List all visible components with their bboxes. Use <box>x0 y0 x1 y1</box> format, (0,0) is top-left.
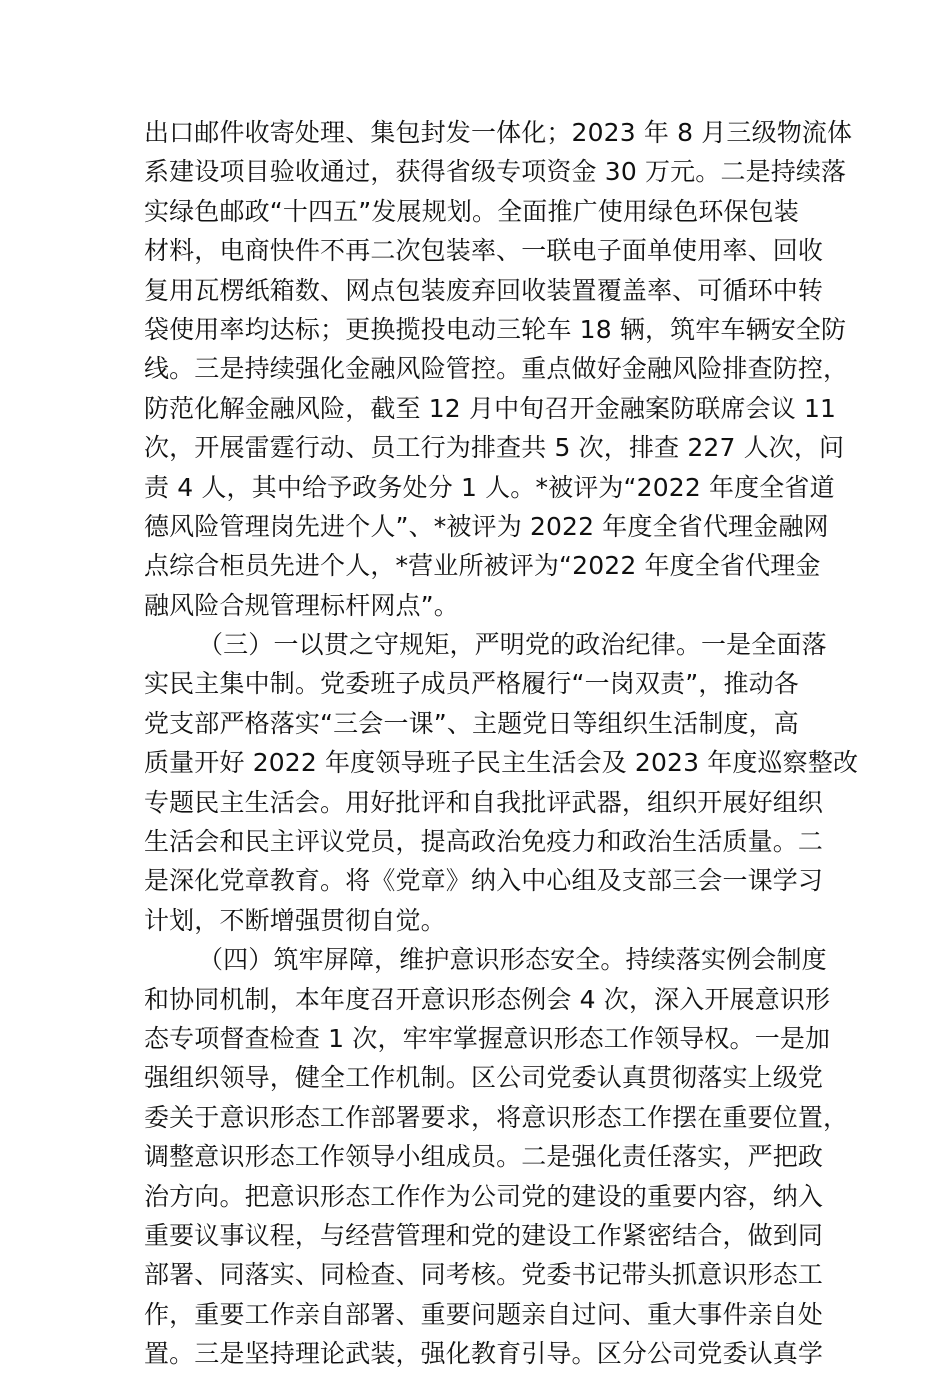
text-line: 重要议事议程，与经营管理和党的建设工作紧密结合，做到同 <box>144 1220 824 1250</box>
text-line: 材料，电商快件不再二次包装率、一联电子面单使用率、回收 <box>144 236 824 266</box>
text-line: 融风险合规管理标杆网点”。 <box>144 590 459 620</box>
text-line: 党支部严格落实“三会一课”、主题党日等组织生活制度，高 <box>144 708 799 738</box>
paragraph-heading-line: （四）筑牢屏障，维护意识形态安全。持续落实例会制度 <box>198 945 827 975</box>
text-line: 线。三是持续强化金融风险管控。重点做好金融风险排查防控， <box>144 354 849 384</box>
text-line: 德风险管理岗先进个人”、*被评为 2022 年度全省代理金融网 <box>144 511 829 541</box>
text-line: 计划，不断增强贯彻自觉。 <box>144 905 446 935</box>
text-line: 责 4 人，其中给予政务处分 1 人。*被评为“2022 年度全省道 <box>144 472 835 502</box>
text-line: 部署、同落实、同检查、同考核。党委书记带头抓意识形态工 <box>144 1260 824 1290</box>
text-line: 调整意识形态工作领导小组成员。二是强化责任落实，严把政 <box>144 1142 824 1172</box>
text-line: 实绿色邮政“十四五”发展规划。全面推广使用绿色环保包装 <box>144 196 799 226</box>
text-line: 防范化解金融风险，截至 12 月中旬召开金融案防联席会议 11 <box>144 393 837 423</box>
text-line: 点综合柜员先进个人，*营业所被评为“2022 年度全省代理金 <box>144 551 821 581</box>
text-line: 置。三是坚持理论武装，强化教育引导。区分公司党委认真学 <box>144 1339 824 1369</box>
text-line: 生活会和民主评议党员，提高政治免疫力和政治生活质量。二 <box>144 827 824 857</box>
text-line: 次，开展雷霆行动、员工行为排查共 5 次，排查 227 人次，问 <box>144 433 845 463</box>
text-line: 作，重要工作亲自部署、重要问题亲自过问、重大事件亲自处 <box>144 1299 824 1329</box>
text-line: 出口邮件收寄处理、集包封发一体化；2023 年 8 月三级物流体 <box>144 118 853 147</box>
text-line: 质量开好 2022 年度领导班子民主生活会及 2023 年度巡察整改 <box>144 748 859 778</box>
text-line: 实民主集中制。党委班子成员严格履行“一岗双责”，推动各 <box>144 669 799 699</box>
paragraph-heading-line: （三）一以贯之守规矩，严明党的政治纪律。一是全面落 <box>198 630 827 660</box>
text-line: 和协同机制，本年度召开意识形态例会 4 次，深入开展意识形 <box>144 984 831 1014</box>
text-line: 系建设项目验收通过，获得省级专项资金 30 万元。二是持续落 <box>144 157 847 187</box>
text-line: 委关于意识形态工作部署要求，将意识形态工作摆在重要位置， <box>144 1102 849 1132</box>
text-line: 专题民主生活会。用好批评和自我批评武器，组织开展好组织 <box>144 787 824 817</box>
document-body <box>144 113 859 1374</box>
text-line: 复用瓦楞纸箱数、网点包装废弃回收装置覆盖率、可循环中转 <box>144 275 824 305</box>
text-line: 态专项督查检查 1 次，牢牢掌握意识形态工作领导权。一是加 <box>144 1023 831 1053</box>
text-line: 是深化党章教育。将《党章》纳入中心组及支部三会一课学习 <box>144 866 824 896</box>
text-line: 袋使用率均达标；更换揽投电动三轮车 18 辆，筑牢车辆安全防 <box>144 314 847 344</box>
text-line: 治方向。把意识形态工作作为公司党的建设的重要内容，纳入 <box>144 1181 824 1211</box>
text-line: 强组织领导，健全工作机制。区公司党委认真贯彻落实上级党 <box>144 1063 824 1093</box>
